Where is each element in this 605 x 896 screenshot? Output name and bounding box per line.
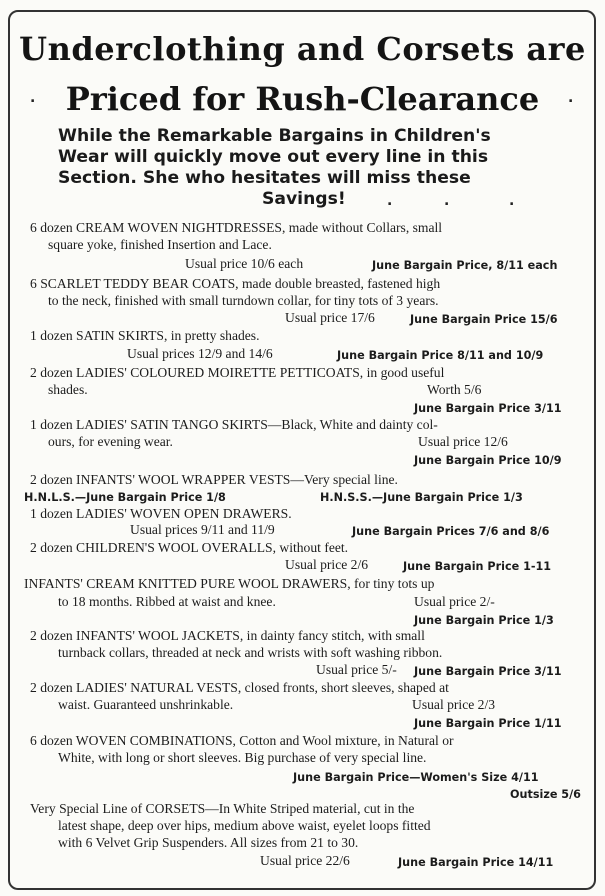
item-petticoats-worth-price: Worth 5/6 bbox=[427, 382, 482, 397]
item-open-drawers-bargain-price: June Bargain Prices 7/6 and 8/6 bbox=[352, 525, 550, 538]
item-wool-jackets-usual-price: Usual price 5/- bbox=[316, 662, 397, 677]
item-open-drawers-line-1: 1 dozen LADIES' WOVEN OPEN DRAWERS. bbox=[30, 506, 292, 521]
item-natural-vests-line-2: waist. Guaranteed unshrinkable. bbox=[58, 697, 234, 712]
item-nightdresses-usual-price: Usual price 10/6 each bbox=[185, 256, 304, 271]
ornament-dot: . bbox=[30, 90, 36, 106]
item-knitted-drawers-usual-price: Usual price 2/- bbox=[414, 594, 495, 609]
item-wool-jackets-line-1: 2 dozen INFANTS' WOOL JACKETS, in dainty fancy stitch, with small bbox=[30, 628, 425, 643]
item-corsets-usual-price: Usual price 22/6 bbox=[260, 853, 350, 868]
item-tango-skirts-bargain-price: June Bargain Price 10/9 bbox=[414, 454, 562, 467]
subheading-line-1: While the Remarkable Bargains in Children's bbox=[58, 126, 491, 146]
item-open-drawers-usual-price: Usual prices 9/11 and 11/9 bbox=[130, 522, 275, 537]
headline-line-1: Underclothing and Corsets are bbox=[19, 30, 586, 68]
item-teddy-coats-line-2: to the neck, finished with small turndown collar, for tiny tots of 3 years. bbox=[48, 293, 439, 308]
item-satin-skirts-line-1: 1 dozen SATIN SKIRTS, in pretty shades. bbox=[30, 328, 260, 343]
item-nightdresses-bargain-price: June Bargain Price, 8/11 each bbox=[372, 259, 558, 272]
ornament-dot: . bbox=[568, 90, 574, 106]
item-knitted-drawers-line-2: to 18 months. Ribbed at waist and knee. bbox=[58, 594, 276, 609]
item-tango-skirts-usual-price: Usual price 12/6 bbox=[418, 434, 508, 449]
item-wrapper-vests-hnls-price: H.N.L.S.—June Bargain Price 1/8 bbox=[24, 491, 226, 504]
item-combinations-bargain-price: June Bargain Price—Women's Size 4/11 bbox=[293, 771, 539, 784]
item-overalls-usual-price: Usual price 2/6 bbox=[285, 557, 369, 572]
item-nightdresses-line-2: square yoke, finished Insertion and Lace. bbox=[48, 237, 272, 252]
item-teddy-coats-usual-price: Usual price 17/6 bbox=[285, 310, 375, 325]
item-knitted-drawers-line-1: INFANTS' CREAM KNITTED PURE WOOL DRAWERS, for tiny tots up bbox=[24, 576, 435, 591]
item-combinations-outsize-price: Outsize 5/6 bbox=[510, 788, 581, 801]
item-combinations-line-1: 6 dozen WOVEN COMBINATIONS, Cotton and Wool mixture, in Natural or bbox=[30, 733, 454, 748]
item-petticoats-line-2: shades. bbox=[48, 382, 88, 397]
subheading-line-4: Savings! bbox=[262, 189, 346, 209]
ornament-dot: . bbox=[509, 193, 515, 209]
item-tango-skirts-line-2: ours, for evening wear. bbox=[48, 434, 173, 449]
item-satin-skirts-bargain-price: June Bargain Price 8/11 and 10/9 bbox=[337, 349, 544, 362]
ornament-dot: . bbox=[444, 193, 450, 209]
item-satin-skirts-usual-price: Usual prices 12/9 and 14/6 bbox=[127, 346, 273, 361]
item-natural-vests-bargain-price: June Bargain Price 1/11 bbox=[414, 717, 562, 730]
item-wrapper-vests-line-1: 2 dozen INFANTS' WOOL WRAPPER VESTS—Very special line. bbox=[30, 472, 398, 487]
item-corsets-line-1: Very Special Line of CORSETS—In White Striped material, cut in the bbox=[30, 801, 415, 816]
item-overalls-line-1: 2 dozen CHILDREN'S WOOL OVERALLS, without feet. bbox=[30, 540, 349, 555]
item-wool-jackets-bargain-price: June Bargain Price 3/11 bbox=[414, 665, 562, 678]
item-tango-skirts-line-1: 1 dozen LADIES' SATIN TANGO SKIRTS—Black, White and dainty col- bbox=[30, 417, 438, 432]
item-combinations-line-2: White, with long or short sleeves. Big purchase of very special line. bbox=[58, 750, 427, 765]
item-teddy-coats-bargain-price: June Bargain Price 15/6 bbox=[410, 313, 558, 326]
subheading-line-2: Wear will quickly move out every line in this bbox=[58, 147, 489, 167]
item-corsets-line-3: with 6 Velvet Grip Suspenders. All sizes from 21 to 30. bbox=[58, 835, 359, 850]
item-nightdresses-line-1: 6 dozen CREAM WOVEN NIGHTDRESSES, made without Collars, small bbox=[30, 220, 443, 235]
item-wool-jackets-line-2: turnback collars, threaded at neck and wrists with soft washing ribbon. bbox=[58, 645, 443, 660]
ornament-dot: . bbox=[387, 193, 393, 209]
headline-line-2: Priced for Rush-Clearance bbox=[65, 80, 540, 118]
item-natural-vests-usual-price: Usual price 2/3 bbox=[412, 697, 496, 712]
item-natural-vests-line-1: 2 dozen LADIES' NATURAL VESTS, closed fronts, short sleeves, shaped at bbox=[30, 680, 449, 695]
item-corsets-line-2: latest shape, deep over hips, medium above waist, eyelet loops fitted bbox=[58, 818, 431, 833]
item-knitted-drawers-bargain-price: June Bargain Price 1/3 bbox=[414, 614, 554, 627]
item-corsets-bargain-price: June Bargain Price 14/11 bbox=[398, 856, 554, 869]
item-wrapper-vests-hnss-price: H.N.S.S.—June Bargain Price 1/3 bbox=[320, 491, 523, 504]
subheading-line-3: Section. She who hesitates will miss these bbox=[58, 168, 471, 188]
item-teddy-coats-line-1: 6 SCARLET TEDDY BEAR COATS, made double breasted, fastened high bbox=[30, 276, 441, 291]
item-petticoats-bargain-price: June Bargain Price 3/11 bbox=[414, 402, 562, 415]
item-petticoats-line-1: 2 dozen LADIES' COLOURED MOIRETTE PETTICOATS, in good useful bbox=[30, 365, 445, 380]
item-overalls-bargain-price: June Bargain Price 1-11 bbox=[403, 560, 552, 573]
